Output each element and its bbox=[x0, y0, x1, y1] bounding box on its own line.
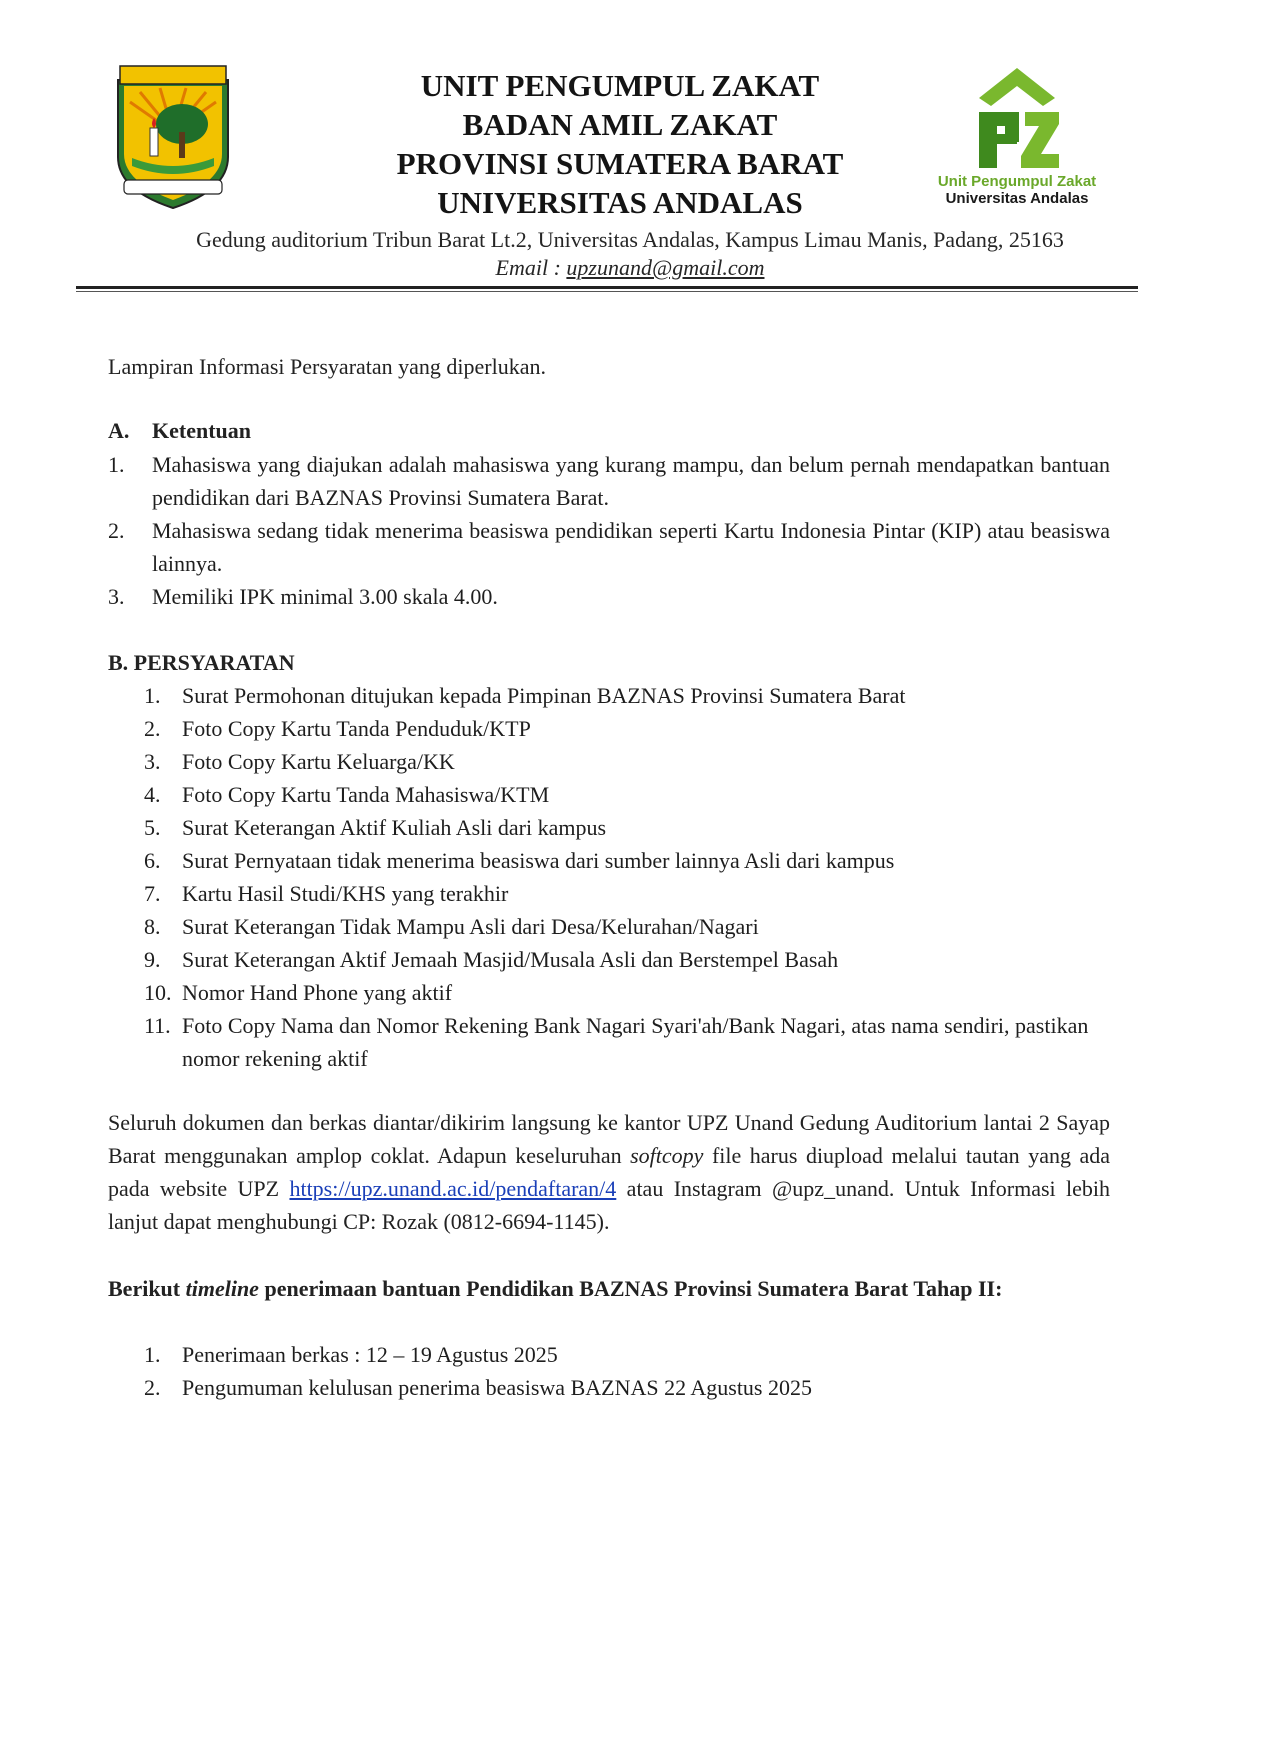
list-item bbox=[144, 745, 1110, 778]
list-item bbox=[108, 514, 1110, 580]
timeline-heading-post: penerimaan bantuan Pendidikan BAZNAS Provinsi Sumatera Barat Tahap II: bbox=[258, 1276, 1003, 1301]
item-text: Mahasiswa sedang tidak menerima beasiswa pendidikan seperti Kartu Indonesia Pintar (KIP) atau beasiswa lainnya. bbox=[152, 518, 1110, 576]
item-text: Surat Keterangan Tidak Mampu Asli dari Desa/Kelurahan/Nagari bbox=[182, 914, 759, 939]
item-text: Kartu Hasil Studi/KHS yang terakhir bbox=[182, 881, 509, 906]
header-rule-thin bbox=[76, 291, 1138, 292]
item-number: 4. bbox=[144, 782, 161, 807]
list-item bbox=[108, 580, 1110, 613]
title-line-1: UNIT PENGUMPUL ZAKAT bbox=[420, 68, 820, 103]
item-text: Mahasiswa yang diajukan adalah mahasiswa yang kurang mampu, dan belum pernah mendapatkan bantuan pendidikan dari BAZNAS Provinsi Sumatera Barat. bbox=[152, 452, 1110, 510]
item-number: 1. bbox=[144, 683, 161, 708]
list-item bbox=[144, 910, 1110, 943]
item-text: Surat Permohonan ditujukan kepada Pimpinan BAZNAS Provinsi Sumatera Barat bbox=[182, 683, 906, 708]
section-b-list bbox=[144, 679, 1110, 1075]
item-number: 6. bbox=[144, 848, 161, 873]
item-number: 1. bbox=[144, 1342, 161, 1367]
paragraph-italic: softcopy bbox=[630, 1143, 704, 1168]
timeline-heading-italic: timeline bbox=[185, 1276, 259, 1301]
submission-paragraph bbox=[108, 1106, 1110, 1238]
timeline-heading-pre: Berikut bbox=[108, 1276, 186, 1301]
upz-logo-line2: Universitas Andalas bbox=[945, 190, 1089, 207]
item-number: 2. bbox=[108, 518, 125, 543]
item-number: 10. bbox=[144, 980, 172, 1005]
paragraph-part-3: atau Instagram @upz_unand. Untuk Informasi lebih lanjut dapat menghubungi CP: Rozak (0812-6694-1145). bbox=[108, 1176, 1111, 1234]
timeline-list bbox=[144, 1338, 1110, 1404]
list-item bbox=[144, 877, 1110, 910]
item-text: Foto Copy Kartu Tanda Mahasiswa/KTM bbox=[182, 782, 550, 807]
section-a-title: Ketentuan bbox=[152, 418, 251, 443]
upz-logo bbox=[937, 58, 1115, 218]
item-number: 9. bbox=[144, 947, 161, 972]
item-text: Memiliki IPK minimal 3.00 skala 4.00. bbox=[152, 584, 498, 609]
timeline-heading bbox=[108, 1272, 1110, 1305]
list-item bbox=[144, 943, 1110, 976]
title-line-3: PROVINSI SUMATERA BARAT bbox=[396, 146, 844, 181]
item-text: Nomor Hand Phone yang aktif bbox=[182, 980, 453, 1005]
section-b-heading: B. PERSYARATAN bbox=[108, 650, 295, 675]
list-item bbox=[144, 811, 1110, 844]
email-address: upzunand@gmail.com bbox=[566, 255, 765, 280]
item-text: Surat Keterangan Aktif Kuliah Asli dari kampus bbox=[182, 815, 607, 840]
item-number: 5. bbox=[144, 815, 161, 840]
upz-logo-line1: Unit Pengumpul Zakat bbox=[937, 173, 1097, 190]
title-line-4: UNIVERSITAS ANDALAS bbox=[437, 185, 803, 220]
item-number: 2. bbox=[144, 716, 161, 741]
item-text: Foto Copy Nama dan Nomor Rekening Bank Nagari Syari'ah/Bank Nagari, atas nama sendiri, pastikan nomor rekening aktif bbox=[182, 1013, 1089, 1071]
item-text: Foto Copy Kartu Tanda Penduduk/KTP bbox=[182, 716, 531, 741]
header-rule-thick bbox=[76, 286, 1138, 289]
item-number: 7. bbox=[144, 881, 161, 906]
intro-text: Lampiran Informasi Persyaratan yang diperlukan. bbox=[108, 354, 547, 379]
paragraph-part-2: file harus diupload melalui tautan yang ada pada website UPZ bbox=[108, 1143, 1111, 1201]
list-item bbox=[144, 1338, 1110, 1371]
list-item bbox=[144, 778, 1110, 811]
item-text: Penerimaan berkas : 12 – 19 Agustus 2025 bbox=[182, 1342, 558, 1367]
section-a-marker: A. bbox=[108, 418, 130, 443]
registration-link[interactable]: https://upz.unand.ac.id/pendaftaran/4 bbox=[289, 1176, 617, 1201]
paragraph-part-1: Seluruh dokumen dan berkas diantar/dikirim langsung ke kantor UPZ Unand Gedung Auditorium lantai 2 Sayap Barat menggunakan amplop coklat. Adapun keseluruhan bbox=[108, 1110, 1110, 1168]
list-item bbox=[144, 679, 1110, 712]
item-number: 3. bbox=[108, 584, 125, 609]
address-line: Gedung auditorium Tribun Barat Lt.2, Universitas Andalas, Kampus Limau Manis, Padang, 25163 bbox=[196, 227, 1064, 252]
item-text: Foto Copy Kartu Keluarga/KK bbox=[182, 749, 455, 774]
list-item bbox=[144, 976, 1110, 1009]
section-a-list bbox=[108, 448, 1110, 613]
email-line bbox=[300, 255, 960, 281]
title-line-2: BADAN AMIL ZAKAT bbox=[462, 107, 778, 142]
list-item bbox=[144, 844, 1110, 877]
list-item bbox=[108, 448, 1110, 514]
letterhead-title bbox=[300, 66, 940, 222]
list-item bbox=[144, 1371, 1110, 1404]
item-number: 8. bbox=[144, 914, 161, 939]
item-text: Pengumuman kelulusan penerima beasiswa BAZNAS 22 Agustus 2025 bbox=[182, 1375, 812, 1400]
item-number: 11. bbox=[144, 1013, 171, 1038]
section-a-heading bbox=[108, 414, 1110, 447]
item-text: Surat Pernyataan tidak menerima beasiswa dari sumber lainnya Asli dari kampus bbox=[182, 848, 895, 873]
list-item bbox=[144, 1009, 1110, 1075]
item-text: Surat Keterangan Aktif Jemaah Masjid/Musala Asli dan Berstempel Basah bbox=[182, 947, 839, 972]
item-number: 2. bbox=[144, 1375, 161, 1400]
item-number: 3. bbox=[144, 749, 161, 774]
universitas-andalas-crest-logo bbox=[110, 62, 236, 212]
item-number: 1. bbox=[108, 452, 125, 477]
list-item bbox=[144, 712, 1110, 745]
email-label: Email : bbox=[495, 255, 567, 280]
